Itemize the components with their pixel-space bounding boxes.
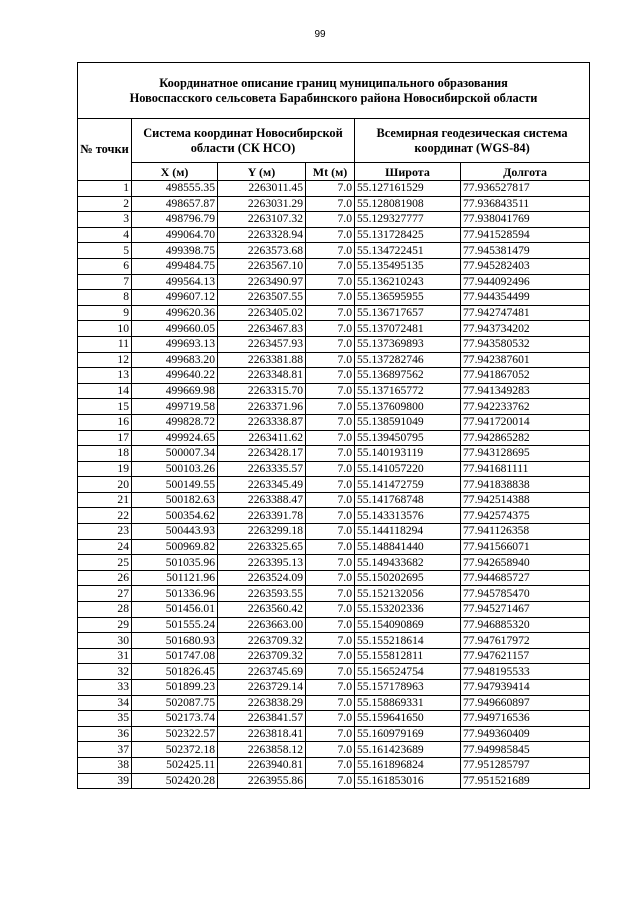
table-row — [78, 321, 590, 337]
cell-lon: 77.941838838 — [461, 477, 590, 493]
cell-point-no: 23 — [78, 524, 132, 540]
table-row — [78, 446, 590, 462]
table-row — [78, 290, 590, 306]
cell-lat: 55.136897562 — [355, 368, 461, 384]
header-lat: Широта — [355, 163, 461, 181]
cell-point-no: 14 — [78, 383, 132, 399]
cell-lon: 77.944685727 — [461, 570, 590, 586]
table-row — [78, 305, 590, 321]
cell-mt: 7.0 — [306, 461, 355, 477]
table-row — [78, 711, 590, 727]
cell-mt: 7.0 — [306, 352, 355, 368]
cell-y: 2263405.02 — [218, 305, 306, 321]
cell-lat: 55.157178963 — [355, 680, 461, 696]
cell-x: 498555.35 — [132, 181, 218, 197]
cell-y: 2263011.45 — [218, 181, 306, 197]
cell-x: 500007.34 — [132, 446, 218, 462]
cell-lon: 77.947617972 — [461, 633, 590, 649]
cell-x: 499660.05 — [132, 321, 218, 337]
cell-x: 501035.96 — [132, 555, 218, 571]
cell-y: 2263858.12 — [218, 742, 306, 758]
cell-point-no: 3 — [78, 212, 132, 228]
cell-x: 499669.98 — [132, 383, 218, 399]
cell-lat: 55.148841440 — [355, 539, 461, 555]
table-row — [78, 181, 590, 197]
cell-point-no: 31 — [78, 648, 132, 664]
cell-y: 2263381.88 — [218, 352, 306, 368]
cell-mt: 7.0 — [306, 227, 355, 243]
table-row — [78, 243, 590, 259]
cell-mt: 7.0 — [306, 570, 355, 586]
table-row — [78, 680, 590, 696]
cell-x: 499484.75 — [132, 258, 218, 274]
cell-mt: 7.0 — [306, 274, 355, 290]
cell-y: 2263567.10 — [218, 258, 306, 274]
cell-y: 2263031.29 — [218, 196, 306, 212]
cell-y: 2263395.13 — [218, 555, 306, 571]
cell-lon: 77.941126358 — [461, 524, 590, 540]
cell-point-no: 5 — [78, 243, 132, 259]
cell-mt: 7.0 — [306, 773, 355, 789]
cell-lat: 55.143313576 — [355, 508, 461, 524]
cell-point-no: 11 — [78, 336, 132, 352]
cell-x: 499640.22 — [132, 368, 218, 384]
cell-lon: 77.941720014 — [461, 414, 590, 430]
cell-mt: 7.0 — [306, 617, 355, 633]
cell-x: 499620.36 — [132, 305, 218, 321]
cell-lat: 55.149433682 — [355, 555, 461, 571]
cell-point-no: 27 — [78, 586, 132, 602]
cell-point-no: 35 — [78, 711, 132, 727]
table-row — [78, 336, 590, 352]
table-row — [78, 414, 590, 430]
cell-mt: 7.0 — [306, 602, 355, 618]
cell-lat: 55.161423689 — [355, 742, 461, 758]
cell-y: 2263709.32 — [218, 633, 306, 649]
cell-y: 2263328.94 — [218, 227, 306, 243]
cell-y: 2263841.57 — [218, 711, 306, 727]
cell-mt: 7.0 — [306, 586, 355, 602]
cell-y: 2263940.81 — [218, 757, 306, 773]
cell-x: 502372.18 — [132, 742, 218, 758]
cell-x: 502173.74 — [132, 711, 218, 727]
cell-point-no: 34 — [78, 695, 132, 711]
cell-mt: 7.0 — [306, 181, 355, 197]
cell-x: 499719.58 — [132, 399, 218, 415]
table-row — [78, 368, 590, 384]
cell-mt: 7.0 — [306, 243, 355, 259]
cell-y: 2263663.00 — [218, 617, 306, 633]
cell-mt: 7.0 — [306, 336, 355, 352]
header-wgs-system: Всемирная геодезическая система координат (WGS-84) — [355, 119, 590, 163]
cell-lat: 55.138591049 — [355, 414, 461, 430]
cell-mt: 7.0 — [306, 492, 355, 508]
cell-x: 500103.26 — [132, 461, 218, 477]
cell-lon: 77.949716536 — [461, 711, 590, 727]
cell-point-no: 38 — [78, 757, 132, 773]
cell-lat: 55.156524754 — [355, 664, 461, 680]
cell-mt: 7.0 — [306, 305, 355, 321]
cell-lon: 77.942658940 — [461, 555, 590, 571]
cell-y: 2263428.17 — [218, 446, 306, 462]
cell-y: 2263490.97 — [218, 274, 306, 290]
header-x: X (м) — [132, 163, 218, 181]
cell-lon: 77.942387601 — [461, 352, 590, 368]
cell-y: 2263457.93 — [218, 336, 306, 352]
cell-mt: 7.0 — [306, 648, 355, 664]
cell-lon: 77.945271467 — [461, 602, 590, 618]
cell-x: 499693.13 — [132, 336, 218, 352]
cell-lon: 77.944092496 — [461, 274, 590, 290]
header-lon: Долгота — [461, 163, 590, 181]
cell-y: 2263371.96 — [218, 399, 306, 415]
cell-lon: 77.942865282 — [461, 430, 590, 446]
cell-lat: 55.137072481 — [355, 321, 461, 337]
table-row — [78, 399, 590, 415]
cell-x: 501456.01 — [132, 602, 218, 618]
cell-lat: 55.141472759 — [355, 477, 461, 493]
cell-point-no: 37 — [78, 742, 132, 758]
cell-lat: 55.159641650 — [355, 711, 461, 727]
cell-point-no: 2 — [78, 196, 132, 212]
cell-point-no: 29 — [78, 617, 132, 633]
cell-mt: 7.0 — [306, 399, 355, 415]
table-row — [78, 524, 590, 540]
cell-lat: 55.161896824 — [355, 757, 461, 773]
cell-lon: 77.936843511 — [461, 196, 590, 212]
table-row — [78, 617, 590, 633]
cell-lat: 55.144118294 — [355, 524, 461, 540]
cell-lat: 55.140193119 — [355, 446, 461, 462]
table-row — [78, 492, 590, 508]
table-row — [78, 586, 590, 602]
cell-lon: 77.947939414 — [461, 680, 590, 696]
cell-lon: 77.941867052 — [461, 368, 590, 384]
cell-lat: 55.127161529 — [355, 181, 461, 197]
cell-y: 2263348.81 — [218, 368, 306, 384]
cell-point-no: 6 — [78, 258, 132, 274]
cell-lon: 77.949985845 — [461, 742, 590, 758]
cell-lon: 77.943734202 — [461, 321, 590, 337]
cell-point-no: 32 — [78, 664, 132, 680]
header-local-system: Система координат Новосибирской области (СК НСО) — [132, 119, 355, 163]
cell-y: 2263560.42 — [218, 602, 306, 618]
table-row — [78, 633, 590, 649]
cell-point-no: 25 — [78, 555, 132, 571]
cell-mt: 7.0 — [306, 539, 355, 555]
cell-point-no: 24 — [78, 539, 132, 555]
cell-point-no: 7 — [78, 274, 132, 290]
cell-y: 2263524.09 — [218, 570, 306, 586]
cell-point-no: 21 — [78, 492, 132, 508]
table-row — [78, 352, 590, 368]
cell-y: 2263107.32 — [218, 212, 306, 228]
cell-x: 501680.93 — [132, 633, 218, 649]
cell-lon: 77.944354499 — [461, 290, 590, 306]
cell-point-no: 30 — [78, 633, 132, 649]
cell-lon: 77.942233762 — [461, 399, 590, 415]
cell-lon: 77.945785470 — [461, 586, 590, 602]
table-row — [78, 555, 590, 571]
table-row — [78, 274, 590, 290]
cell-lon: 77.949360409 — [461, 726, 590, 742]
cell-lat: 55.129327777 — [355, 212, 461, 228]
cell-lat: 55.158869331 — [355, 695, 461, 711]
cell-lat: 55.136210243 — [355, 274, 461, 290]
cell-x: 499564.13 — [132, 274, 218, 290]
cell-y: 2263955.86 — [218, 773, 306, 789]
cell-point-no: 18 — [78, 446, 132, 462]
cell-lat: 55.154090869 — [355, 617, 461, 633]
table-row — [78, 648, 590, 664]
cell-x: 500149.55 — [132, 477, 218, 493]
cell-mt: 7.0 — [306, 695, 355, 711]
cell-lon: 77.941566071 — [461, 539, 590, 555]
title-line-1: Координатное описание границ муниципального образования — [159, 75, 508, 90]
cell-x: 498657.87 — [132, 196, 218, 212]
cell-lat: 55.137609800 — [355, 399, 461, 415]
cell-x: 500182.63 — [132, 492, 218, 508]
cell-y: 2263411.62 — [218, 430, 306, 446]
coordinates-table — [77, 62, 590, 789]
cell-mt: 7.0 — [306, 711, 355, 727]
cell-y: 2263507.55 — [218, 290, 306, 306]
cell-x: 498796.79 — [132, 212, 218, 228]
cell-x: 502425.11 — [132, 757, 218, 773]
cell-y: 2263335.57 — [218, 461, 306, 477]
cell-lon: 77.943580532 — [461, 336, 590, 352]
cell-y: 2263573.68 — [218, 243, 306, 259]
cell-x: 501899.23 — [132, 680, 218, 696]
cell-mt: 7.0 — [306, 524, 355, 540]
cell-x: 500969.82 — [132, 539, 218, 555]
cell-x: 499683.20 — [132, 352, 218, 368]
cell-mt: 7.0 — [306, 383, 355, 399]
cell-mt: 7.0 — [306, 430, 355, 446]
header-point-no: № точки — [78, 119, 132, 181]
cell-lon: 77.946885320 — [461, 617, 590, 633]
cell-lon: 77.948195533 — [461, 664, 590, 680]
cell-y: 2263315.70 — [218, 383, 306, 399]
cell-lon: 77.936527817 — [461, 181, 590, 197]
table-row — [78, 726, 590, 742]
cell-lat: 55.152132056 — [355, 586, 461, 602]
cell-mt: 7.0 — [306, 508, 355, 524]
cell-lat: 55.160979169 — [355, 726, 461, 742]
cell-point-no: 10 — [78, 321, 132, 337]
cell-x: 499924.65 — [132, 430, 218, 446]
header-y: Y (м) — [218, 163, 306, 181]
table-row — [78, 196, 590, 212]
cell-lat: 55.153202336 — [355, 602, 461, 618]
cell-lat: 55.155218614 — [355, 633, 461, 649]
cell-x: 501336.96 — [132, 586, 218, 602]
cell-point-no: 39 — [78, 773, 132, 789]
cell-point-no: 4 — [78, 227, 132, 243]
cell-mt: 7.0 — [306, 196, 355, 212]
cell-x: 499064.70 — [132, 227, 218, 243]
cell-lon: 77.945381479 — [461, 243, 590, 259]
header-mt: Mt (м) — [306, 163, 355, 181]
cell-y: 2263729.14 — [218, 680, 306, 696]
cell-mt: 7.0 — [306, 258, 355, 274]
table-row — [78, 664, 590, 680]
title-line-2: Новоспасского сельсовета Барабинского района Новосибирской области — [129, 90, 538, 105]
cell-point-no: 19 — [78, 461, 132, 477]
cell-lon: 77.942747481 — [461, 305, 590, 321]
cell-lon: 77.941349283 — [461, 383, 590, 399]
cell-lon: 77.941681111 — [461, 461, 590, 477]
table-row — [78, 227, 590, 243]
table-row — [78, 212, 590, 228]
cell-y: 2263299.18 — [218, 524, 306, 540]
cell-mt: 7.0 — [306, 290, 355, 306]
cell-lat: 55.141057220 — [355, 461, 461, 477]
table-row — [78, 430, 590, 446]
table-row — [78, 695, 590, 711]
cell-lon: 77.943128695 — [461, 446, 590, 462]
cell-y: 2263391.78 — [218, 508, 306, 524]
cell-x: 501826.45 — [132, 664, 218, 680]
cell-x: 501747.08 — [132, 648, 218, 664]
cell-lat: 55.134722451 — [355, 243, 461, 259]
cell-mt: 7.0 — [306, 680, 355, 696]
cell-point-no: 15 — [78, 399, 132, 415]
page-number: 99 — [314, 29, 326, 40]
cell-lat: 55.155812811 — [355, 648, 461, 664]
cell-y: 2263838.29 — [218, 695, 306, 711]
cell-lat: 55.141768748 — [355, 492, 461, 508]
cell-lon: 77.951521689 — [461, 773, 590, 789]
cell-x: 502322.57 — [132, 726, 218, 742]
cell-lat: 55.128081908 — [355, 196, 461, 212]
cell-lat: 55.137282746 — [355, 352, 461, 368]
cell-lat: 55.161853016 — [355, 773, 461, 789]
table-row — [78, 461, 590, 477]
cell-x: 500354.62 — [132, 508, 218, 524]
cell-lon: 77.949660897 — [461, 695, 590, 711]
cell-mt: 7.0 — [306, 212, 355, 228]
cell-mt: 7.0 — [306, 726, 355, 742]
cell-point-no: 17 — [78, 430, 132, 446]
table-row — [78, 383, 590, 399]
cell-lat: 55.139450795 — [355, 430, 461, 446]
cell-x: 499828.72 — [132, 414, 218, 430]
cell-y: 2263345.49 — [218, 477, 306, 493]
cell-y: 2263325.65 — [218, 539, 306, 555]
table-row — [78, 570, 590, 586]
cell-y: 2263593.55 — [218, 586, 306, 602]
cell-mt: 7.0 — [306, 757, 355, 773]
cell-y: 2263338.87 — [218, 414, 306, 430]
cell-lat: 55.137165772 — [355, 383, 461, 399]
cell-lon: 77.942514388 — [461, 492, 590, 508]
cell-point-no: 33 — [78, 680, 132, 696]
cell-point-no: 36 — [78, 726, 132, 742]
cell-lon: 77.938041769 — [461, 212, 590, 228]
table-row — [78, 757, 590, 773]
table-row — [78, 539, 590, 555]
cell-x: 499398.75 — [132, 243, 218, 259]
cell-point-no: 9 — [78, 305, 132, 321]
cell-point-no: 8 — [78, 290, 132, 306]
cell-mt: 7.0 — [306, 321, 355, 337]
cell-mt: 7.0 — [306, 664, 355, 680]
cell-point-no: 16 — [78, 414, 132, 430]
cell-point-no: 12 — [78, 352, 132, 368]
cell-mt: 7.0 — [306, 368, 355, 384]
cell-mt: 7.0 — [306, 414, 355, 430]
cell-y: 2263388.47 — [218, 492, 306, 508]
cell-point-no: 1 — [78, 181, 132, 197]
cell-lat: 55.136595955 — [355, 290, 461, 306]
cell-x: 500443.93 — [132, 524, 218, 540]
cell-point-no: 20 — [78, 477, 132, 493]
cell-lon: 77.942574375 — [461, 508, 590, 524]
table-row — [78, 602, 590, 618]
cell-lat: 55.135495135 — [355, 258, 461, 274]
table-row — [78, 508, 590, 524]
cell-lat: 55.136717657 — [355, 305, 461, 321]
cell-x: 502087.75 — [132, 695, 218, 711]
cell-x: 499607.12 — [132, 290, 218, 306]
cell-mt: 7.0 — [306, 446, 355, 462]
cell-point-no: 22 — [78, 508, 132, 524]
cell-lon: 77.947621157 — [461, 648, 590, 664]
table-row — [78, 742, 590, 758]
table-title — [78, 63, 590, 119]
cell-point-no: 26 — [78, 570, 132, 586]
cell-point-no: 13 — [78, 368, 132, 384]
cell-lat: 55.137369893 — [355, 336, 461, 352]
cell-mt: 7.0 — [306, 555, 355, 571]
cell-x: 501555.24 — [132, 617, 218, 633]
cell-x: 502420.28 — [132, 773, 218, 789]
cell-y: 2263818.41 — [218, 726, 306, 742]
cell-lon: 77.951285797 — [461, 757, 590, 773]
cell-point-no: 28 — [78, 602, 132, 618]
cell-y: 2263467.83 — [218, 321, 306, 337]
cell-lon: 77.941528594 — [461, 227, 590, 243]
cell-mt: 7.0 — [306, 742, 355, 758]
cell-mt: 7.0 — [306, 633, 355, 649]
cell-y: 2263709.32 — [218, 648, 306, 664]
cell-mt: 7.0 — [306, 477, 355, 493]
cell-lat: 55.150202695 — [355, 570, 461, 586]
cell-lat: 55.131728425 — [355, 227, 461, 243]
cell-y: 2263745.69 — [218, 664, 306, 680]
cell-lon: 77.945282403 — [461, 258, 590, 274]
table-row — [78, 773, 590, 789]
table-row — [78, 477, 590, 493]
table-row — [78, 258, 590, 274]
cell-x: 501121.96 — [132, 570, 218, 586]
